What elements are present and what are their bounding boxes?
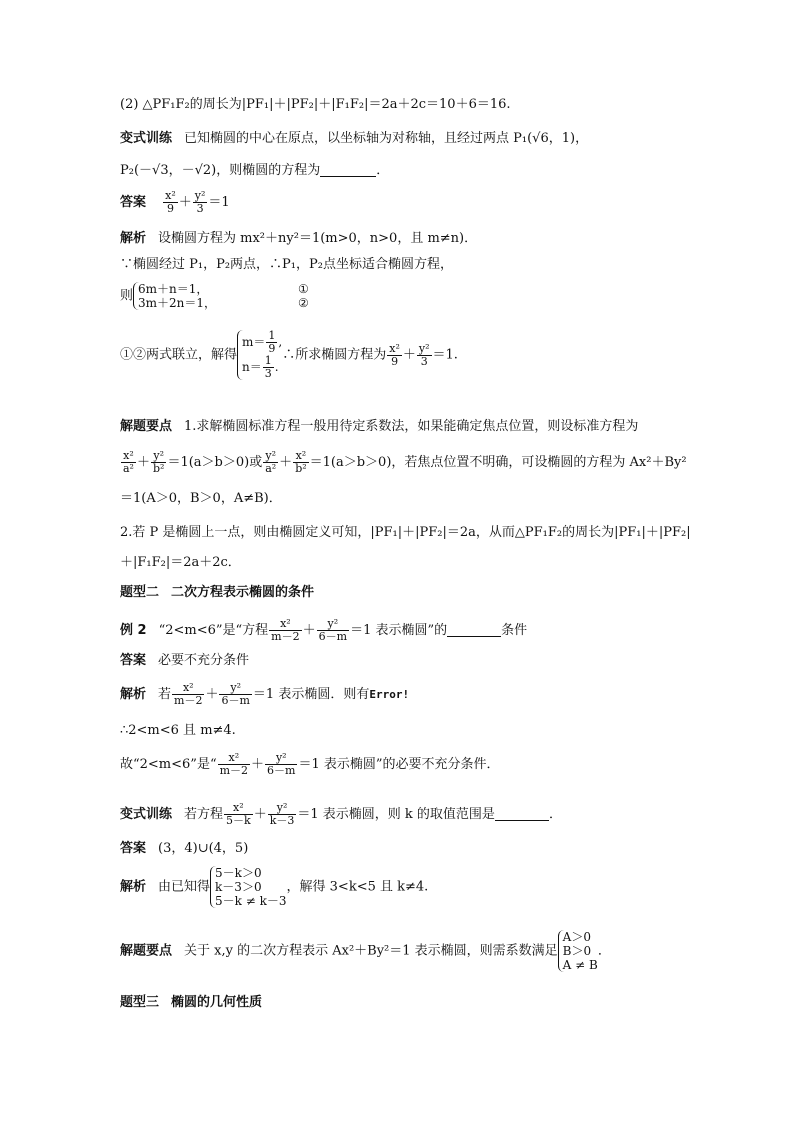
example-2: 例 2 “2<m<6”是“方程 $\frac{\text{x²}}{m-2}$ ＋ $\frac{\text{y²}}{6-m}$ ＝1 表示椭圆”的 条件: [120, 617, 528, 643]
answer-label: 答案: [120, 195, 147, 210]
variant-exercise-2: 变式训练 若方程 $\frac{\text{x²}}{5-k}$ ＋ $\frac{\text{y²}}{k-3}$ ＝1 表示椭圆，则 k 的取值范围是 ．: [120, 801, 562, 827]
solution-text: 设椭圆方程为 mx²＋ny²＝1(m>0，n>0，且 m≠n)．: [158, 231, 478, 246]
key-points-1: [120, 418, 638, 436]
solution-label: 解析: [120, 687, 147, 702]
section-title: 二次方程表示椭圆的条件: [171, 585, 315, 600]
answer-blank: [447, 622, 501, 637]
answer-text: (3，4)∪(4，5): [158, 841, 249, 856]
then-text: 则: [120, 288, 134, 304]
fraction: $\frac{\text{x²}}{9}$: [389, 341, 400, 368]
key-points-2: 解题要点 关于 x,y 的二次方程表示 Ax²＋By²＝1 表示椭圆，则需系数满足 A＞0 B＞0 A ≠ B ．: [120, 930, 611, 972]
variant-label: 变式训练: [120, 131, 173, 146]
solution-3: 解析 由已知得 5－k＞0 k－3＞0 5－k ≠ k－3 ，解得 3<k<5 且 k≠4.: [120, 866, 429, 908]
section-label: 题型二: [120, 585, 160, 600]
variant-text-2: P₂(－√3，－√2)，则椭圆的方程为: [120, 163, 321, 178]
example-label: 例 2: [120, 623, 147, 638]
answer-text: 必要不充分条件: [158, 653, 250, 668]
section-heading-3: [120, 994, 262, 1012]
key-points-1-line4: 2.若 P 是椭圆上一点，则由椭圆定义可知，|PF₁|＋|PF₂|＝2a，从而△PF₁F₂的周长为|PF₁|＋|PF₂|: [120, 525, 691, 540]
solution-2-line2: ∴2<m<6 且 m≠4.: [120, 723, 236, 738]
answer-label: 答案: [120, 653, 147, 668]
key-points-1-line5: ＋|F₁F₂|＝2a＋2c．: [120, 555, 241, 570]
section-heading-2: [120, 584, 314, 602]
conclusion-text: ∴所求椭圆方程为: [282, 347, 387, 363]
variant-exercise-1-cont: [120, 162, 389, 180]
perimeter-result: (2) △PF₁F₂的周长为|PF₁|＋|PF₂|＋|F₁F₂|＝2a＋2c＝10＋6＝16.: [120, 97, 511, 112]
answer-1: 答案 $\frac{\text{x²}}{9}$ ＋ $\frac{\text{y²}}{3}$ ＝1: [120, 189, 230, 215]
solution-label: 解析: [120, 879, 147, 895]
key-points-1-line2: $\frac{\text{x²}}{\text{a²}}$ ＋ $\frac{\text{y²}}{\text{b²}}$ ＝1(a＞b＞0)或 $\frac{\text{y²}}{\text{a²}}$ ＋ $\frac{\text{x²}}{\text{b²}}$ ＝1(a＞b＞0)，若焦点位置不明确，可设椭圆的方程为 Ax²＋By²: [123, 449, 687, 475]
fraction: $\frac{\text{y²}}{3}$: [418, 341, 430, 368]
key-points-text: 1.求解椭圆标准方程一般用待定系数法，如果能确定焦点位置，则设标准方程为: [184, 419, 639, 434]
key-points-label: 解题要点: [120, 943, 173, 959]
answer-label: 答案: [120, 841, 147, 856]
variant-label: 变式训练: [120, 807, 173, 822]
coefficient-brace: A＞0 B＞0 A ≠ B: [558, 930, 598, 972]
fraction: $\frac{\text{y²}}{3}$: [194, 189, 206, 215]
variant-text: 已知椭圆的中心在原点，以坐标轴为对称轴，且经过两点 P₁(√6，1)，: [184, 131, 589, 146]
solution-brace: m＝ $\frac{1}{9}$ , n＝ $\frac{1}{3}$ .: [237, 330, 282, 380]
system-brace: 6m＋n＝1， ① 3m＋2n＝1， ②: [133, 282, 309, 310]
period: ．: [376, 163, 390, 178]
error-text: Error!: [369, 688, 410, 701]
solution-1: [120, 230, 477, 248]
section-title: 椭圆的几何性质: [171, 995, 263, 1010]
fraction: $\frac{\text{x²}}{9}$: [165, 189, 176, 215]
solution-2-line3: 故“2<m<6”是“ $\frac{\text{x²}}{m-2}$ ＋ $\frac{\text{y²}}{6-m}$ ＝1 表示椭圆”的必要不充分条件．: [120, 751, 500, 777]
section-label: 题型三: [120, 995, 160, 1010]
solution-1-line2: ∵椭圆经过 P₁，P₂两点，∴P₁，P₂点坐标适合椭圆方程，: [120, 257, 453, 272]
key-points-label: 解题要点: [120, 419, 173, 434]
answer-3: [120, 840, 248, 858]
solution-1-solve: ①②两式联立，解得 m＝ $\frac{1}{9}$ , n＝ $\frac{1}{3}$ . ∴所求椭圆方程为 $\frac{\text{x²}}{9}$ ＋ $\frac{\text{y²}}{3}$ ＝1.: [120, 329, 458, 380]
answer-2: [120, 652, 249, 670]
answer-blank: [495, 806, 549, 821]
answer-blank: [320, 162, 376, 177]
condition-brace: 5－k＞0 k－3＞0 5－k ≠ k－3: [210, 866, 287, 908]
variant-exercise-1: [120, 130, 588, 148]
solution-2: 解析 若 $\frac{\text{x²}}{m-2}$ ＋ $\frac{\text{y²}}{6-m}$ ＝1 表示椭圆．则有Error!: [120, 681, 410, 707]
solve-text: ①②两式联立，解得: [120, 347, 238, 363]
solution-label: 解析: [120, 231, 147, 246]
equation-system-1: [120, 282, 309, 310]
key-points-1-line3: ＝1(A＞0，B＞0，A≠B)．: [120, 491, 282, 506]
